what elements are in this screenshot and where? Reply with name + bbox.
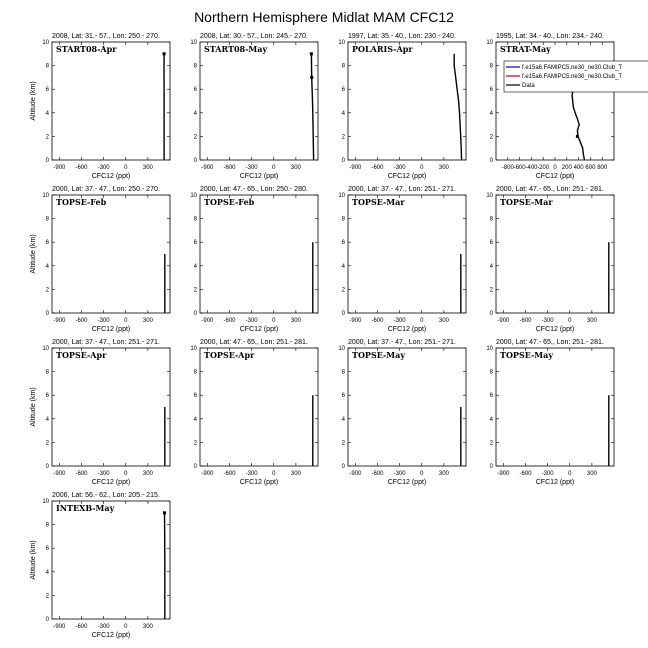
y-tick-label: 0 [489, 464, 493, 470]
panel-header: 2000, Lat: 37.- 47., Lon: 251.- 271. [348, 339, 456, 346]
x-tick-label: -900 [201, 471, 214, 477]
legend-label: f.e15a6.FAMIPC5.ne30_ne30.Club_T [522, 74, 623, 80]
y-tick-label: 0 [489, 311, 493, 317]
y-tick-label: 10 [42, 40, 49, 46]
y-axis-label: Altitude (km) [30, 387, 37, 427]
y-tick-label: 8 [341, 369, 345, 376]
x-tick-label: -300 [97, 318, 110, 324]
panel-header: 2008, Lat: 31.- 57., Lon: 250.- 270. [52, 33, 160, 40]
y-tick-label: 10 [42, 346, 49, 352]
figure-title: Northern Hemisphere Midlat MAM CFC12 [194, 9, 454, 25]
x-tick-label: 600 [585, 165, 596, 171]
legend-label: f.e15a6.FAMIPC5.ne30_ne30.Club_T [522, 65, 623, 71]
x-tick-label: 0 [272, 318, 276, 324]
y-tick-label: 4 [45, 569, 49, 576]
panel-title: POLARIS-Apr [352, 44, 413, 54]
y-tick-label: 10 [338, 193, 345, 199]
panel-header: 2000, Lat: 37.- 47., Lon: 250.- 270. [52, 186, 160, 193]
y-tick-label: 4 [341, 110, 345, 117]
x-tick-label: -600 [519, 471, 532, 477]
y-tick-label: 10 [190, 193, 197, 199]
x-tick-label: -200 [537, 165, 550, 171]
y-tick-label: 8 [193, 369, 197, 376]
x-tick-label: -300 [393, 165, 406, 171]
x-tick-label: -600 [371, 318, 384, 324]
x-axis-label: CFC12 (ppt) [91, 632, 131, 639]
x-tick-label: 300 [438, 165, 449, 171]
y-tick-label: 8 [193, 216, 197, 223]
x-tick-label: 300 [586, 318, 597, 324]
y-tick-label: 10 [486, 40, 493, 46]
x-axis-label: CFC12 (ppt) [91, 479, 131, 486]
y-tick-label: 10 [338, 40, 345, 46]
x-tick-label: -600 [513, 165, 526, 171]
x-tick-label: -900 [201, 165, 214, 171]
y-tick-label: 8 [489, 369, 493, 376]
x-axis-label: CFC12 (ppt) [387, 326, 427, 333]
x-tick-label: 0 [124, 471, 128, 477]
panel-header: 2006, Lat: 56.- 62., Lon: 205.- 215. [52, 492, 160, 499]
x-tick-label: -900 [349, 318, 362, 324]
x-tick-label: -900 [497, 318, 510, 324]
y-tick-label: 0 [341, 464, 345, 470]
y-tick-label: 0 [193, 311, 197, 317]
x-tick-label: -600 [371, 471, 384, 477]
x-axis-label: CFC12 (ppt) [239, 479, 279, 486]
y-tick-label: 8 [193, 63, 197, 70]
x-axis-label: CFC12 (ppt) [535, 479, 575, 486]
x-tick-label: -300 [245, 165, 258, 171]
y-tick-label: 6 [341, 240, 345, 247]
y-tick-label: 6 [193, 87, 197, 94]
x-axis-label: CFC12 (ppt) [239, 326, 279, 333]
panel-header: 2000, Lat: 47.- 65., Lon: 250.- 280. [200, 186, 308, 193]
y-tick-label: 8 [45, 63, 49, 70]
y-tick-label: 0 [45, 311, 49, 317]
x-tick-label: 300 [438, 318, 449, 324]
legend-label: Data [522, 83, 535, 89]
y-tick-label: 4 [489, 263, 493, 270]
y-tick-label: 6 [341, 87, 345, 94]
panel-header: 1997, Lat: 35.- 40., Lon: 230.- 240. [348, 33, 456, 40]
y-tick-label: 2 [193, 440, 197, 447]
x-tick-label: -900 [497, 471, 510, 477]
y-tick-label: 2 [45, 440, 49, 447]
y-tick-label: 4 [193, 110, 197, 117]
x-axis-label: CFC12 (ppt) [387, 173, 427, 180]
y-tick-label: 2 [45, 593, 49, 600]
y-tick-label: 4 [45, 110, 49, 117]
panel-title: STRAT-May [500, 44, 551, 54]
x-tick-label: -900 [53, 318, 66, 324]
panel-header: 2000, Lat: 47.- 65., Lon: 251.- 281. [200, 339, 308, 346]
x-tick-label: -900 [349, 471, 362, 477]
y-tick-label: 6 [193, 240, 197, 247]
x-tick-label: -600 [371, 165, 384, 171]
x-tick-label: -600 [519, 318, 532, 324]
y-tick-label: 6 [45, 87, 49, 94]
y-tick-label: 10 [486, 193, 493, 199]
y-tick-label: 6 [489, 87, 493, 94]
y-tick-label: 6 [45, 240, 49, 247]
x-tick-label: 800 [597, 165, 608, 171]
y-tick-label: 10 [486, 346, 493, 352]
y-tick-label: 10 [338, 346, 345, 352]
y-tick-label: 2 [193, 134, 197, 141]
x-tick-label: -900 [349, 165, 362, 171]
x-tick-label: -900 [201, 318, 214, 324]
x-tick-label: -900 [53, 471, 66, 477]
x-axis-label: CFC12 (ppt) [387, 479, 427, 486]
x-tick-label: 0 [568, 318, 572, 324]
y-tick-label: 8 [489, 63, 493, 70]
panel-title: START08-May [204, 44, 268, 54]
x-axis-label: CFC12 (ppt) [535, 173, 575, 180]
y-tick-label: 2 [341, 440, 345, 447]
panel-title: TOPSE-May [352, 350, 405, 360]
x-tick-label: 300 [142, 165, 153, 171]
y-tick-label: 8 [489, 216, 493, 223]
x-axis-label: CFC12 (ppt) [91, 326, 131, 333]
x-tick-label: -400 [525, 165, 538, 171]
y-tick-label: 8 [45, 216, 49, 223]
y-tick-label: 0 [193, 158, 197, 164]
y-tick-label: 10 [42, 499, 49, 505]
x-axis-label: CFC12 (ppt) [535, 326, 575, 333]
y-tick-label: 6 [489, 240, 493, 247]
y-tick-label: 6 [45, 393, 49, 400]
x-tick-label: -800 [501, 165, 514, 171]
panel-header: 2000, Lat: 37.- 47., Lon: 251.- 271. [52, 339, 160, 346]
data-point-marker [163, 52, 166, 55]
y-tick-label: 2 [45, 134, 49, 141]
y-tick-label: 2 [341, 134, 345, 141]
panel-header: 2000, Lat: 47.- 65., Lon: 251.- 281. [496, 186, 604, 193]
x-tick-label: -300 [97, 471, 110, 477]
x-tick-label: -600 [75, 624, 88, 630]
panel-title: TOPSE-Mar [500, 197, 553, 207]
x-tick-label: -900 [53, 624, 66, 630]
y-axis-label: Altitude (km) [30, 234, 37, 274]
y-tick-label: 0 [341, 311, 345, 317]
panel-title: INTEXB-May [56, 503, 115, 513]
x-tick-label: 300 [142, 471, 153, 477]
y-tick-label: 2 [341, 287, 345, 294]
panel-title: START08-Apr [56, 44, 117, 54]
y-axis-label: Altitude (km) [30, 540, 37, 580]
x-tick-label: -600 [75, 318, 88, 324]
y-tick-label: 10 [190, 40, 197, 46]
x-tick-label: 0 [420, 318, 424, 324]
x-tick-label: 0 [568, 471, 572, 477]
x-tick-label: -600 [223, 165, 236, 171]
x-tick-label: -900 [53, 165, 66, 171]
x-tick-label: 300 [586, 471, 597, 477]
x-tick-label: -600 [223, 318, 236, 324]
x-tick-label: -300 [393, 318, 406, 324]
x-tick-label: 0 [553, 165, 557, 171]
x-tick-label: 300 [142, 318, 153, 324]
y-tick-label: 4 [45, 416, 49, 423]
y-tick-label: 4 [193, 416, 197, 423]
x-tick-label: 0 [272, 165, 276, 171]
panel-header: 2000, Lat: 37.- 47., Lon: 251.- 271. [348, 186, 456, 193]
y-tick-label: 0 [45, 617, 49, 623]
y-tick-label: 8 [45, 369, 49, 376]
x-tick-label: -600 [223, 471, 236, 477]
y-tick-label: 4 [341, 263, 345, 270]
x-tick-label: 300 [438, 471, 449, 477]
x-tick-label: 400 [573, 165, 584, 171]
x-tick-label: -300 [541, 471, 554, 477]
x-tick-label: 0 [420, 471, 424, 477]
panel-title: TOPSE-Apr [56, 350, 107, 360]
data-point-marker [310, 52, 313, 55]
x-tick-label: -600 [75, 165, 88, 171]
x-tick-label: 0 [124, 165, 128, 171]
panel-header: 1995, Lat: 34.- 40., Lon: 234.- 240. [496, 33, 604, 40]
x-tick-label: 300 [290, 471, 301, 477]
y-tick-label: 4 [489, 416, 493, 423]
data-point-marker [163, 511, 166, 514]
x-tick-label: 0 [124, 318, 128, 324]
panel-title: TOPSE-Feb [204, 197, 255, 207]
panel-header: 2008, Lat: 30.- 57., Lon: 245.- 270. [200, 33, 308, 40]
x-tick-label: 0 [272, 471, 276, 477]
x-tick-label: -300 [245, 318, 258, 324]
y-tick-label: 4 [45, 263, 49, 270]
panel-title: TOPSE-May [500, 350, 553, 360]
panel-title: TOPSE-Apr [204, 350, 255, 360]
y-tick-label: 8 [341, 216, 345, 223]
x-tick-label: 0 [124, 624, 128, 630]
y-tick-label: 4 [341, 416, 345, 423]
y-tick-label: 0 [489, 158, 493, 164]
x-tick-label: -600 [75, 471, 88, 477]
x-tick-label: -300 [541, 318, 554, 324]
panel-title: TOPSE-Mar [352, 197, 405, 207]
x-axis-label: CFC12 (ppt) [91, 173, 131, 180]
x-tick-label: 300 [142, 624, 153, 630]
panel-title: TOPSE-Feb [56, 197, 107, 207]
y-tick-label: 0 [45, 464, 49, 470]
x-tick-label: -300 [393, 471, 406, 477]
x-tick-label: 0 [420, 165, 424, 171]
y-tick-label: 8 [341, 63, 345, 70]
y-tick-label: 6 [489, 393, 493, 400]
data-point-marker [310, 76, 313, 79]
x-axis-label: CFC12 (ppt) [239, 173, 279, 180]
x-tick-label: 300 [290, 165, 301, 171]
x-tick-label: -300 [245, 471, 258, 477]
y-tick-label: 2 [489, 440, 493, 447]
y-tick-label: 4 [193, 263, 197, 270]
y-tick-label: 4 [489, 110, 493, 117]
panel-header: 2000, Lat: 47.- 65., Lon: 251.- 281. [496, 339, 604, 346]
y-axis-label: Altitude (km) [30, 81, 37, 121]
y-tick-label: 6 [45, 546, 49, 553]
y-tick-label: 2 [45, 287, 49, 294]
x-tick-label: 300 [290, 318, 301, 324]
y-tick-label: 8 [45, 522, 49, 529]
x-tick-label: -300 [97, 165, 110, 171]
x-tick-label: -300 [97, 624, 110, 630]
y-tick-label: 2 [193, 287, 197, 294]
y-tick-label: 10 [42, 193, 49, 199]
y-tick-label: 2 [489, 287, 493, 294]
y-tick-label: 2 [489, 134, 493, 141]
y-tick-label: 0 [341, 158, 345, 164]
y-tick-label: 0 [193, 464, 197, 470]
x-tick-label: 200 [561, 165, 572, 171]
y-tick-label: 6 [341, 393, 345, 400]
data-point-marker [576, 135, 579, 138]
y-tick-label: 6 [193, 393, 197, 400]
y-tick-label: 0 [45, 158, 49, 164]
y-tick-label: 10 [190, 346, 197, 352]
